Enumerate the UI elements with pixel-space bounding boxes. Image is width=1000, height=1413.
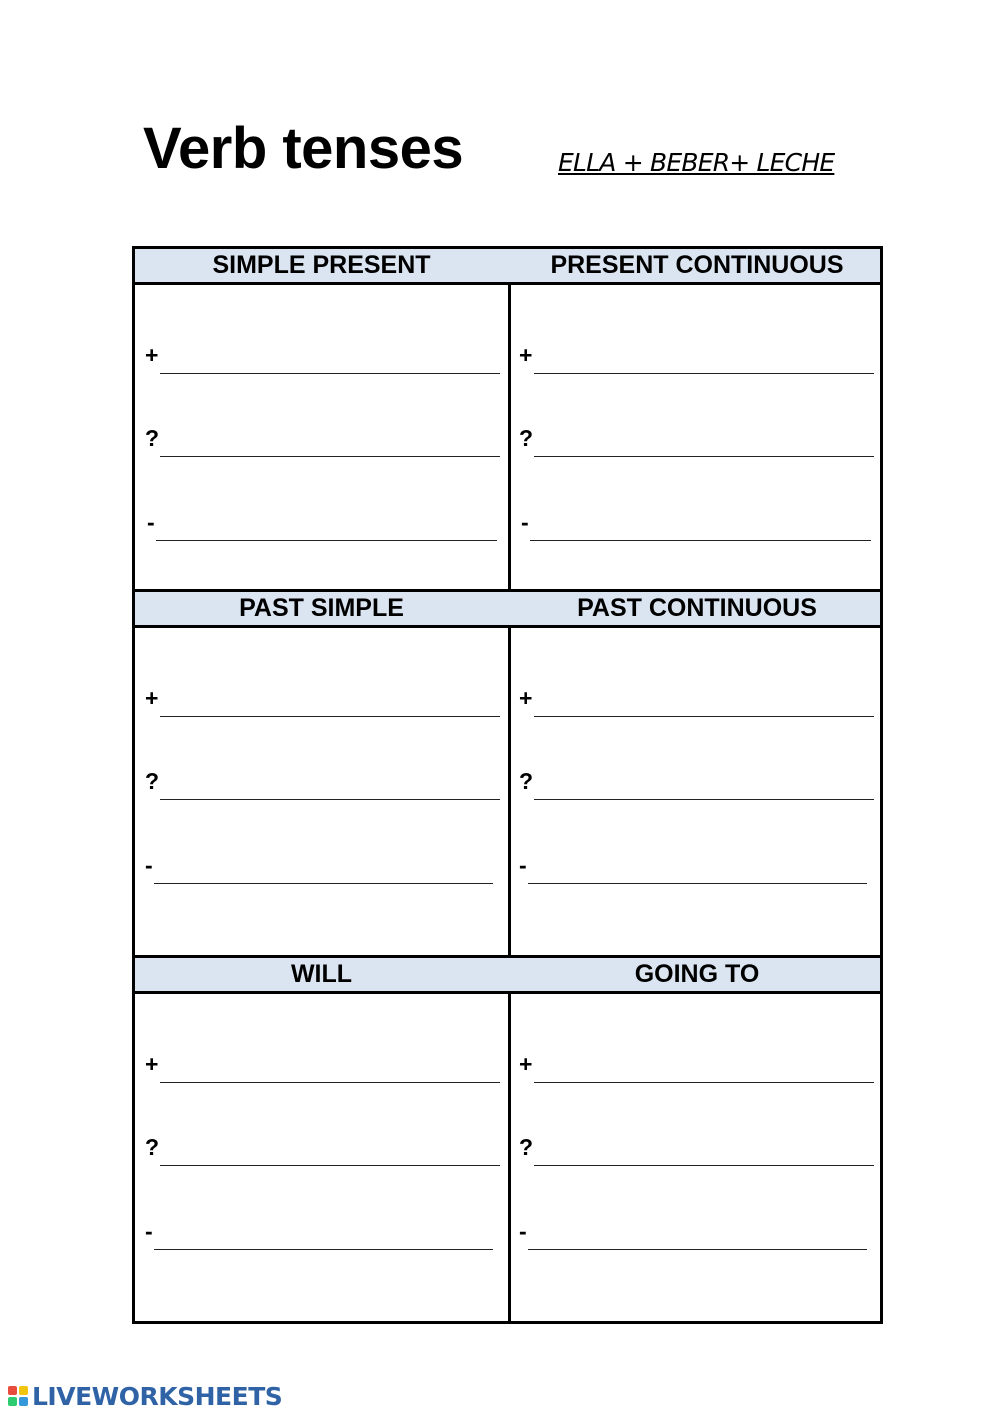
answer-line-positive[interactable] xyxy=(519,687,874,717)
answer-line-positive[interactable] xyxy=(145,687,500,717)
blank-line[interactable] xyxy=(528,883,867,884)
positive-symbol: + xyxy=(145,342,159,368)
blank-line[interactable] xyxy=(160,456,500,457)
negative-symbol: - xyxy=(147,509,155,535)
blank-line[interactable] xyxy=(534,1165,874,1166)
section-header xyxy=(135,249,880,285)
blank-line[interactable] xyxy=(534,1082,874,1083)
answer-line-positive[interactable] xyxy=(145,344,500,374)
header-going-to: GOING TO xyxy=(634,960,760,988)
question-symbol: ? xyxy=(145,768,160,794)
question-symbol: ? xyxy=(145,1134,160,1160)
blank-line[interactable] xyxy=(528,1249,867,1250)
negative-symbol: - xyxy=(521,509,529,535)
answer-line-question[interactable] xyxy=(145,1136,500,1166)
section-future xyxy=(135,958,880,1321)
blank-line[interactable] xyxy=(534,456,874,457)
blank-line[interactable] xyxy=(156,540,497,541)
answer-line-positive[interactable] xyxy=(145,1053,500,1083)
positive-symbol: + xyxy=(519,1051,533,1077)
header-will: WILL xyxy=(290,960,353,988)
blank-line[interactable] xyxy=(534,373,874,374)
negative-symbol: - xyxy=(519,852,527,878)
tense-table xyxy=(132,246,883,1324)
negative-symbol: - xyxy=(145,1218,153,1244)
section-present xyxy=(135,249,880,589)
liveworksheets-logo[interactable] xyxy=(8,1381,282,1411)
blank-line[interactable] xyxy=(160,1165,500,1166)
answer-line-positive[interactable] xyxy=(519,1053,874,1083)
prompt-subtitle: ELLA + BEBER+ LECHE xyxy=(558,148,835,177)
answer-line-negative[interactable] xyxy=(519,854,867,884)
liveworksheets-logo-icon xyxy=(8,1386,28,1406)
answer-line-question[interactable] xyxy=(519,1136,874,1166)
header-simple-present: SIMPLE PRESENT xyxy=(212,251,431,279)
positive-symbol: + xyxy=(145,1051,159,1077)
question-symbol: ? xyxy=(145,425,160,451)
blank-line[interactable] xyxy=(154,883,493,884)
answer-line-question[interactable] xyxy=(145,770,500,800)
blank-line[interactable] xyxy=(530,540,871,541)
blank-line[interactable] xyxy=(160,1082,500,1083)
brand-name: LIVEWORKSHEETS xyxy=(32,1381,283,1411)
blank-line[interactable] xyxy=(160,716,500,717)
answer-line-positive[interactable] xyxy=(519,344,874,374)
negative-symbol: - xyxy=(145,852,153,878)
answer-line-question[interactable] xyxy=(145,427,500,457)
positive-symbol: + xyxy=(519,685,533,711)
question-symbol: ? xyxy=(519,768,534,794)
page-title: Verb tenses xyxy=(143,116,464,181)
answer-line-negative[interactable] xyxy=(145,1220,493,1250)
section-past xyxy=(135,592,880,955)
header-past-simple: PAST SIMPLE xyxy=(239,594,404,622)
negative-symbol: - xyxy=(519,1218,527,1244)
question-symbol: ? xyxy=(519,1134,534,1160)
header-past-continuous: PAST CONTINUOUS xyxy=(577,594,817,622)
blank-line[interactable] xyxy=(160,373,500,374)
answer-line-question[interactable] xyxy=(519,770,874,800)
answer-line-negative[interactable] xyxy=(147,511,497,541)
answer-line-negative[interactable] xyxy=(145,854,493,884)
answer-line-negative[interactable] xyxy=(519,1220,867,1250)
question-symbol: ? xyxy=(519,425,534,451)
section-header xyxy=(135,958,880,994)
blank-line[interactable] xyxy=(534,799,874,800)
answer-line-question[interactable] xyxy=(519,427,874,457)
answer-line-negative[interactable] xyxy=(521,511,871,541)
blank-line[interactable] xyxy=(154,1249,493,1250)
header-present-continuous: PRESENT CONTINUOUS xyxy=(550,251,844,279)
section-header xyxy=(135,592,880,628)
positive-symbol: + xyxy=(519,342,533,368)
blank-line[interactable] xyxy=(534,716,874,717)
positive-symbol: + xyxy=(145,685,159,711)
blank-line[interactable] xyxy=(160,799,500,800)
